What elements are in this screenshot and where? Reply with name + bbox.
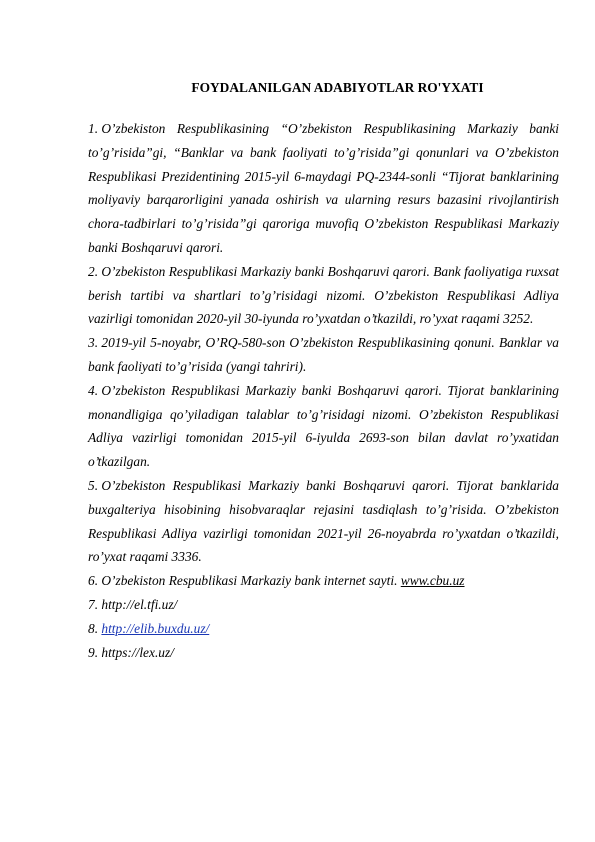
page-title: FOYDALANILGAN ADABIYOTLAR RO'YXATI: [191, 80, 484, 95]
reference-list: [88, 117, 559, 664]
reference-text: O’zbekiston Respublikasi Markaziy banki Boshqaruvi qarori. Tijorat banklarida buxgalteriya hisobining hisobvaraqlar rejasini tasdiqlash to’g’risida. O’zbekiston Respublikasi Adliya vazirligi tomonidan 2021-yil 26-noyabrda ro’yxatdan o’tkazildi, ro’yxat raqami 3336.: [88, 477, 559, 565]
reference-url-text: https://lex.uz/: [101, 644, 174, 660]
reference-item-5: [88, 474, 559, 569]
reference-number: 3.: [88, 335, 99, 351]
reference-item-6: [88, 569, 559, 593]
document-page: [88, 78, 559, 664]
reference-number: 5.: [88, 477, 99, 493]
reference-text: O’zbekiston Respublikasi Markaziy banki Boshqaruvi qarori. Bank faoliyatiga ruxsat berish tartibi va shartlari to’g’risidagi nizomi. O’zbekiston Respublikasi Adliya vazirligi tomonidan 2020-yil 30-iyunda ro’yxatdan o’tkazildi, ro’yxat raqami 3252.: [88, 263, 559, 327]
reference-item-7: [88, 593, 559, 617]
reference-number: 4.: [88, 382, 99, 398]
reference-number: 1.: [88, 121, 99, 136]
reference-item-2: [88, 260, 559, 331]
reference-item-1: [88, 117, 559, 260]
reference-text: O’zbekiston Respublikasi Markaziy bank internet sayti.: [101, 573, 401, 589]
reference-item-3: [88, 331, 559, 379]
reference-item-4: [88, 379, 559, 474]
reference-text: 2019-yil 5-noyabr, O’RQ-580-son O’zbekiston Respublikasining qonuni. Banklar va bank faoliyati to’g’risida (yangi tahriri).: [88, 335, 559, 374]
cbu-website-link[interactable]: www.cbu.uz: [400, 573, 465, 589]
reference-text: O’zbekiston Respublikasining “O’zbekiston Respublikasining Markaziy banki to’g’risida”gi, “Banklar va bank faoliyati to’g’risida”gi qonunlari va O’zbekiston Respublikasi Prezidentining 2015-yil 6-maydagi PQ-2344-sonli “Tijorat banklarining moliyaviy barqarorligini yanada oshirish va ularning resurs bazasini rivojlantirish chora-tadbirlari to’g’risida”gi qaroriga muvofiq O’zbekiston Respublikasi Markaziy banki Boshqaruvi qarori.: [88, 121, 559, 255]
reference-number: 6.: [88, 573, 99, 589]
reference-url-text: http://el.tfi.uz/: [101, 596, 178, 612]
reference-number: 7.: [88, 596, 99, 612]
reference-number: 8.: [88, 620, 99, 636]
reference-text: O’zbekiston Respublikasi Markaziy banki Boshqaruvi qarori. Tijorat banklarining monandligiga qo’yiladigan talablar to’g’risidagi nizomi. O’zbekiston Respublikasi Adliya vazirligi tomonidan 2015-yil 6-iyulda 2693-son bilan davlat ro’yxatidan o’tkazilgan.: [88, 382, 559, 470]
reference-item-9: [88, 641, 559, 665]
reference-number: 9.: [88, 644, 99, 660]
reference-number: 2.: [88, 263, 99, 279]
reference-item-8: [88, 617, 559, 641]
elib-buxdu-link[interactable]: http://elib.buxdu.uz/: [101, 620, 210, 636]
